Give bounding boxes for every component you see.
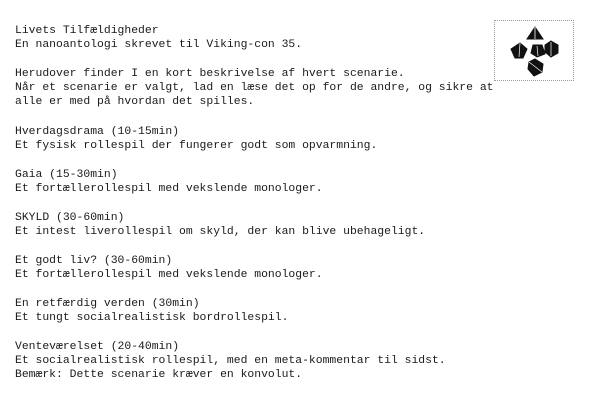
title: Livets Tilfældigheder (15, 25, 159, 37)
scenario-description: Et socialrealistisk rollespil, med en meta-kommentar til sidst. (15, 355, 446, 367)
scenario-description: Et fortællerollespil med vekslende monologer. (15, 183, 323, 195)
scenario-description: Et fortællerollespil med vekslende monologer. (15, 269, 323, 281)
scenario-name: Hverdagsdrama (10-15min) (15, 126, 180, 138)
scenario-description: Et tungt socialrealistisk bordrollespil. (15, 312, 289, 324)
logo-frame (494, 20, 574, 81)
scenario-name: SKYLD (30-60min) (15, 212, 125, 224)
intro-line-1: Herudover finder I en kort beskrivelse af hvert scenarie. (15, 68, 405, 80)
scenario-description: Et intest liverollespil om skyld, der kan blive ubehageligt. (15, 226, 426, 238)
scenario-name: Venteværelset (20-40min) (15, 341, 180, 353)
scenario-name: Et godt liv? (30-60min) (15, 255, 173, 267)
intro-line-2: Når et scenarie er valgt, lad en læse det op for de andre, og sikre at (15, 82, 494, 94)
scenario-note: Bemærk: Dette scenarie kræver en konvolut. (15, 369, 303, 381)
scenario-name: Gaia (15-30min) (15, 169, 118, 181)
dice-icon (495, 21, 575, 82)
scenario-name: En retfærdig verden (30min) (15, 298, 200, 310)
intro-line-3: alle er med på hvordan det spilles. (15, 96, 255, 108)
scenario-description: Et fysisk rollespil der fungerer godt som opvarmning. (15, 140, 378, 152)
subtitle: En nanoantologi skrevet til Viking-con 35. (15, 39, 303, 51)
